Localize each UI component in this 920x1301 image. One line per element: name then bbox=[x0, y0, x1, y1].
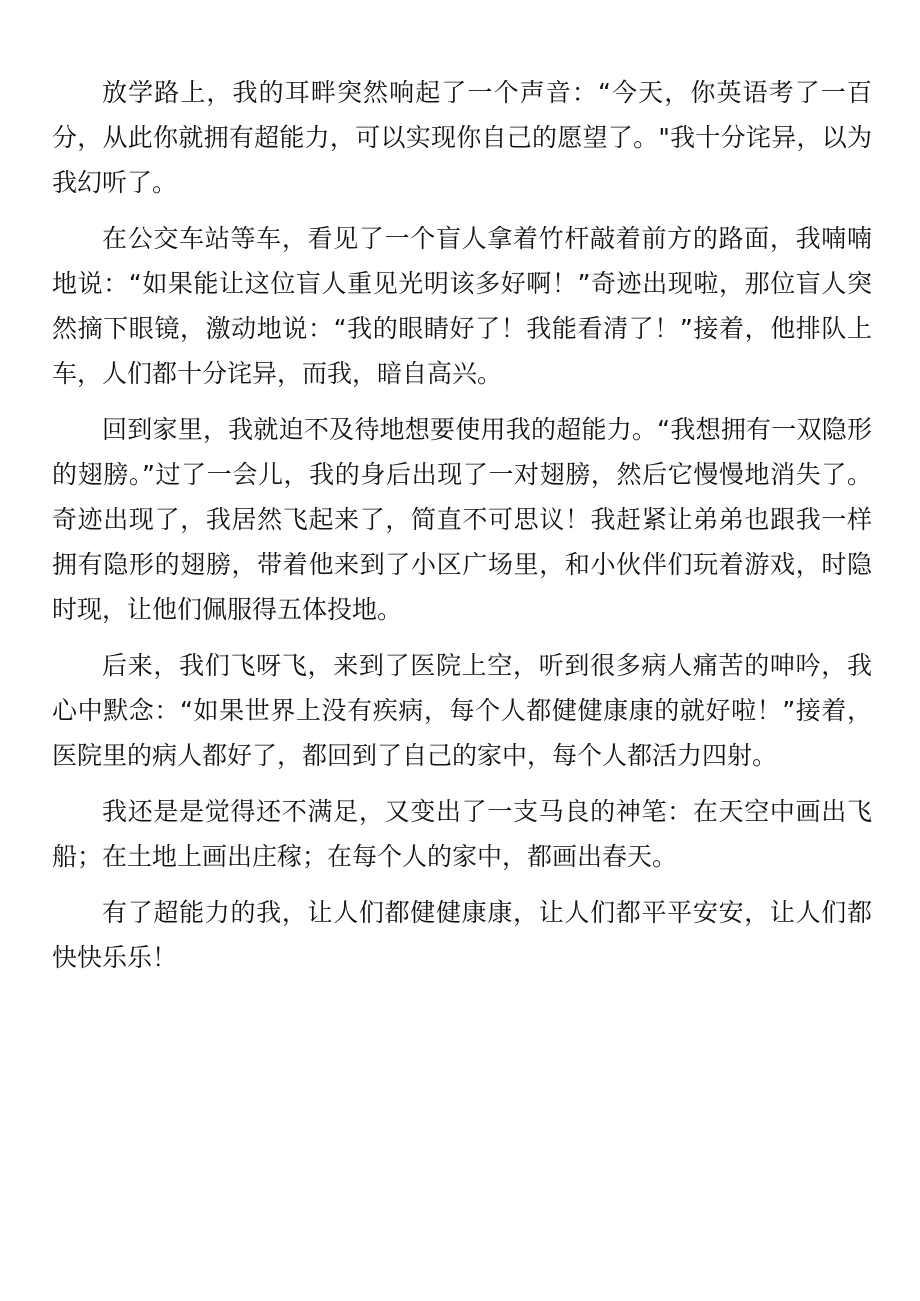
paragraph-2: 在公交车站等车，看见了一个盲人拿着竹杆敲着前方的路面，我喃喃地说：“如果能让这位盲人重见光明该多好啊！”奇迹出现啦，那位盲人突然摘下眼镜，激动地说：“我的眼睛好了！我能看清了！”接着，他排队上车，人们都十分诧异，而我，暗自高兴。 bbox=[52, 224, 872, 388]
paragraph-3: 回到家里，我就迫不及待地想要使用我的超能力。“我想拥有一双隐形的翅膀。”过了一会儿，我的身后出现了一对翅膀，然后它慢慢地消失了。奇迹出现了，我居然飞起来了，简直不可思议！我赶紧让弟弟也跟我一样拥有隐形的翅膀，带着他来到了小区广场里，和小伙伴们玩着游戏，时隐时现，让他们佩服得五体投地。 bbox=[52, 415, 872, 624]
paragraph-1: 放学路上，我的耳畔突然响起了一个声音：“今天，你英语考了一百分，从此你就拥有超能力，可以实现你自己的愿望了。"我十分诧异，以为我幻听了。 bbox=[52, 78, 872, 197]
paragraph-6: 有了超能力的我，让人们都健健康康，让人们都平平安安，让人们都快快乐乐！ bbox=[52, 898, 872, 972]
essay-body bbox=[52, 70, 872, 991]
paragraph-4: 后来，我们飞呀飞，来到了医院上空，听到很多病人痛苦的呻吟，我心中默念：“如果世界上没有疾病，每个人都健健康康的就好啦！”接着，医院里的病人都好了，都回到了自己的家中，每个人都活力四射。 bbox=[52, 651, 872, 770]
paragraph-5: 我还是是觉得还不满足，又变出了一支马良的神笔：在天空中画出飞船；在土地上画出庄稼；在每个人的家中，都画出春天。 bbox=[52, 797, 872, 871]
